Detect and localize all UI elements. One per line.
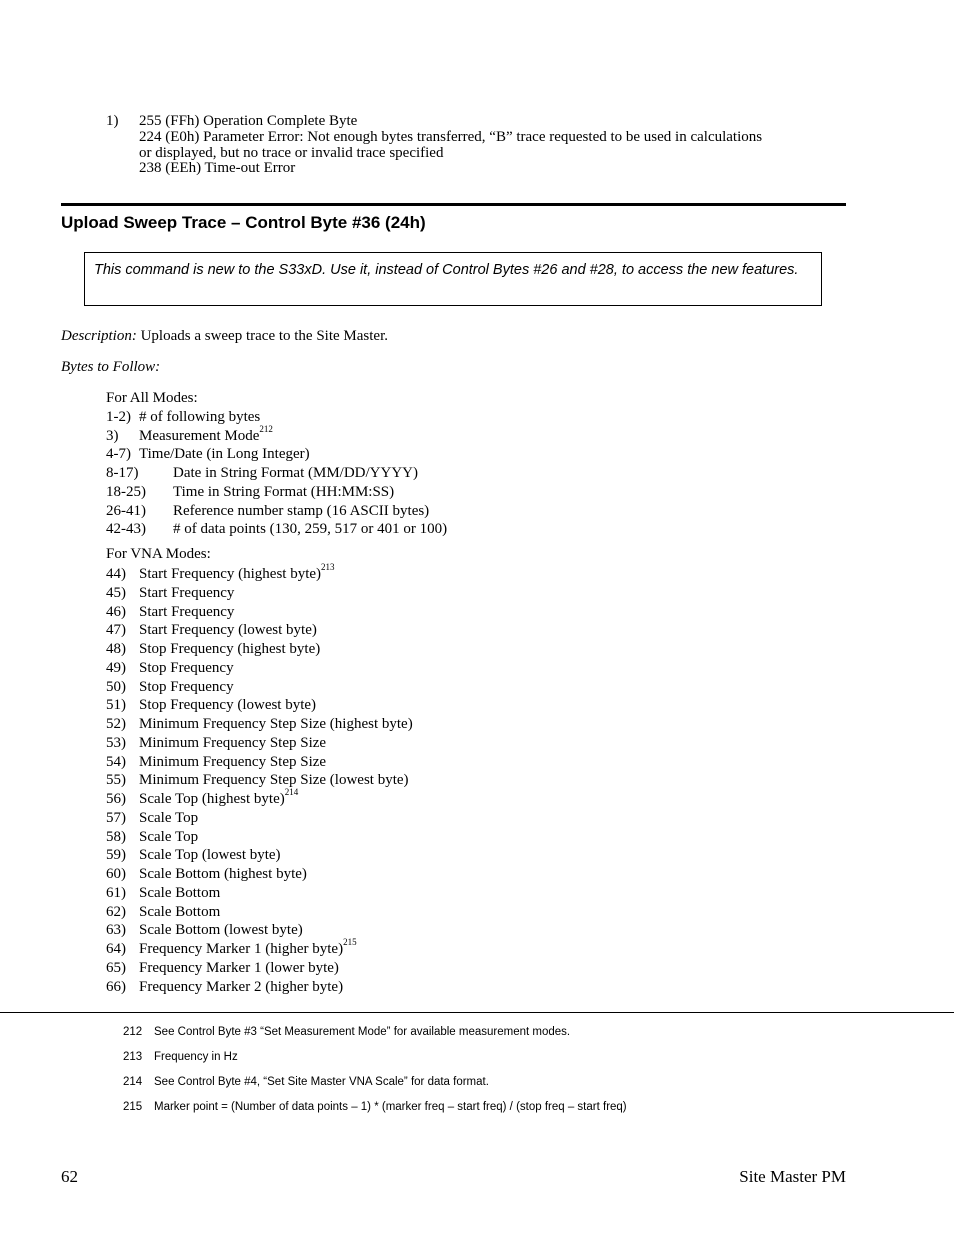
byte-description: Start Frequency (lowest byte) [139,622,317,639]
byte-list-item [106,562,335,583]
byte-description: Minimum Frequency Step Size [139,734,327,751]
footnote-reference: 215 [343,937,357,947]
footnote-text: Frequency in Hz [154,1051,238,1063]
footnote-number: 212 [123,1026,143,1038]
byte-list-item [106,846,281,864]
document-title: Site Master PM [739,1167,846,1186]
byte-list-item [106,734,326,752]
footnote [123,1025,570,1039]
byte-list-item [106,978,343,996]
byte-list-item [106,903,220,921]
vna-modes-heading: For VNA Modes: [106,546,211,562]
note-text: This command is new to the S33xD. Use it, instead of Control Bytes #26 and #28, to access the new features. [94,262,799,278]
byte-description: Stop Frequency (lowest byte) [139,697,317,714]
byte-number: 64) [106,941,126,957]
byte-description: Scale Top [139,828,199,845]
byte-list-item [106,921,303,939]
byte-list-item [106,621,317,639]
byte-number: 42-43) [106,521,146,538]
byte-description: Frequency Marker 1 (higher byte) [139,941,344,957]
byte-description: Stop Frequency (highest byte) [139,641,321,657]
footnote-reference: 213 [321,562,335,572]
footnote [123,1050,238,1064]
byte-list-item [106,445,310,463]
status-line: or displayed, but no trace or invalid trace specified [139,145,444,161]
byte-description: Scale Bottom [139,884,221,901]
byte-description: Scale Top (lowest byte) [139,847,281,864]
note-box [84,252,822,306]
byte-list-item [106,865,307,883]
byte-description: Date in String Format (MM/DD/YYYY) [173,465,418,482]
byte-list-item [106,659,234,677]
status-list-number: 1) [106,113,119,129]
byte-description: Frequency Marker 1 (lower byte) [139,959,339,976]
byte-number: 50) [106,678,126,695]
footnote-reference: 214 [284,787,299,797]
byte-description: Start Frequency [139,603,235,620]
byte-number: 8-17) [106,465,139,482]
byte-number: 54) [106,753,126,770]
byte-description: Time in String Format (HH:MM:SS) [173,483,395,500]
byte-list-item [106,483,394,501]
description-text: Uploads a sweep trace to the Site Master. [136,328,389,344]
byte-description: Stop Frequency [139,659,234,676]
byte-number: 57) [106,809,126,826]
byte-description: Scale Top (highest byte) [139,791,285,807]
byte-number: 56) [106,791,126,807]
all-modes-heading: For All Modes: [106,390,198,406]
byte-description: # of data points (130, 259, 517 or 401 or 100) [173,521,448,538]
byte-description: Measurement Mode [139,427,260,444]
byte-description: Frequency Marker 2 (higher byte) [139,978,344,995]
byte-list-item [106,502,429,520]
byte-description: Scale Bottom (highest byte) [139,866,307,882]
byte-number: 26-41) [106,502,146,519]
description-label: Description: [61,328,137,344]
status-line: 224 (E0h) Parameter Error: Not enough bytes transferred, “B” trace requested to be used in calculations [139,129,763,145]
byte-number: 65) [106,959,126,976]
footnote-text: See Control Byte #3 “Set Measurement Mode” for available measurement modes. [154,1026,571,1038]
byte-description: Start Frequency (highest byte) [139,566,322,582]
footnote-number: 215 [123,1101,143,1113]
byte-list-item [106,753,326,771]
byte-number: 1-2) [106,409,131,425]
byte-description: Reference number stamp (16 ASCII bytes) [173,502,430,519]
byte-number: 48) [106,641,126,657]
byte-list-item [106,937,357,958]
byte-list-item [106,828,198,846]
byte-number: 3) [106,427,119,444]
section-rule [61,203,846,206]
byte-number: 61) [106,884,126,901]
byte-description: Scale Bottom (lowest byte) [139,922,303,939]
footnote-number: 214 [123,1076,143,1088]
byte-description: Scale Bottom [139,903,221,920]
byte-description: Scale Top [139,809,199,826]
byte-number: 60) [106,866,126,882]
byte-description: # of following bytes [139,409,261,425]
byte-list-item [106,715,413,733]
footnote [123,1075,489,1089]
byte-list-item [106,678,234,696]
byte-description: Minimum Frequency Step Size (lowest byte) [139,772,409,789]
byte-number: 53) [106,734,126,751]
byte-description: Minimum Frequency Step Size (highest byte) [139,716,413,732]
byte-list-item [106,787,299,808]
byte-list-item [106,603,234,621]
byte-number: 62) [106,903,126,920]
description [61,327,388,345]
byte-number: 18-25) [106,483,146,500]
byte-description: Time/Date (in Long Integer) [139,446,310,463]
byte-list-item [106,464,418,482]
byte-list-item [106,959,339,977]
status-line: 238 (EEh) Time-out Error [139,160,296,176]
byte-number: 4-7) [106,446,131,463]
section-title: Upload Sweep Trace – Control Byte #36 (24h) [61,213,426,232]
byte-list-item [106,884,220,902]
footnote-text: See Control Byte #4, “Set Site Master VNA Scale” for data format. [154,1076,489,1088]
byte-number: 46) [106,603,126,620]
byte-number: 58) [106,828,126,845]
status-line: 255 (FFh) Operation Complete Byte [139,113,358,129]
byte-list-item [106,640,320,658]
byte-list-item [106,408,260,426]
byte-number: 49) [106,659,126,676]
byte-list-item [106,696,316,714]
byte-description: Minimum Frequency Step Size [139,753,327,770]
byte-list-item [106,520,447,538]
byte-number: 55) [106,772,126,789]
page-number: 62 [61,1167,78,1186]
byte-description: Stop Frequency [139,678,234,695]
footnote-text: Marker point = (Number of data points – 1) * (marker freq – start freq) / (stop freq – start freq) [154,1101,627,1113]
byte-description: Start Frequency [139,584,235,601]
byte-number: 63) [106,922,126,939]
footnote [123,1100,627,1114]
footnote-separator [0,1012,954,1013]
byte-number: 66) [106,978,126,995]
byte-number: 45) [106,584,126,601]
byte-number: 52) [106,716,126,732]
footnote-reference: 212 [259,423,273,434]
byte-list-item [106,809,198,827]
byte-number: 47) [106,622,126,639]
byte-list-item [106,423,273,445]
byte-number: 44) [106,566,126,582]
byte-list-item [106,771,409,789]
footnote-number: 213 [123,1051,143,1063]
byte-number: 59) [106,847,126,864]
byte-number: 51) [106,697,126,714]
bytes-to-follow-label: Bytes to Follow: [61,359,161,375]
byte-list-item [106,584,234,602]
